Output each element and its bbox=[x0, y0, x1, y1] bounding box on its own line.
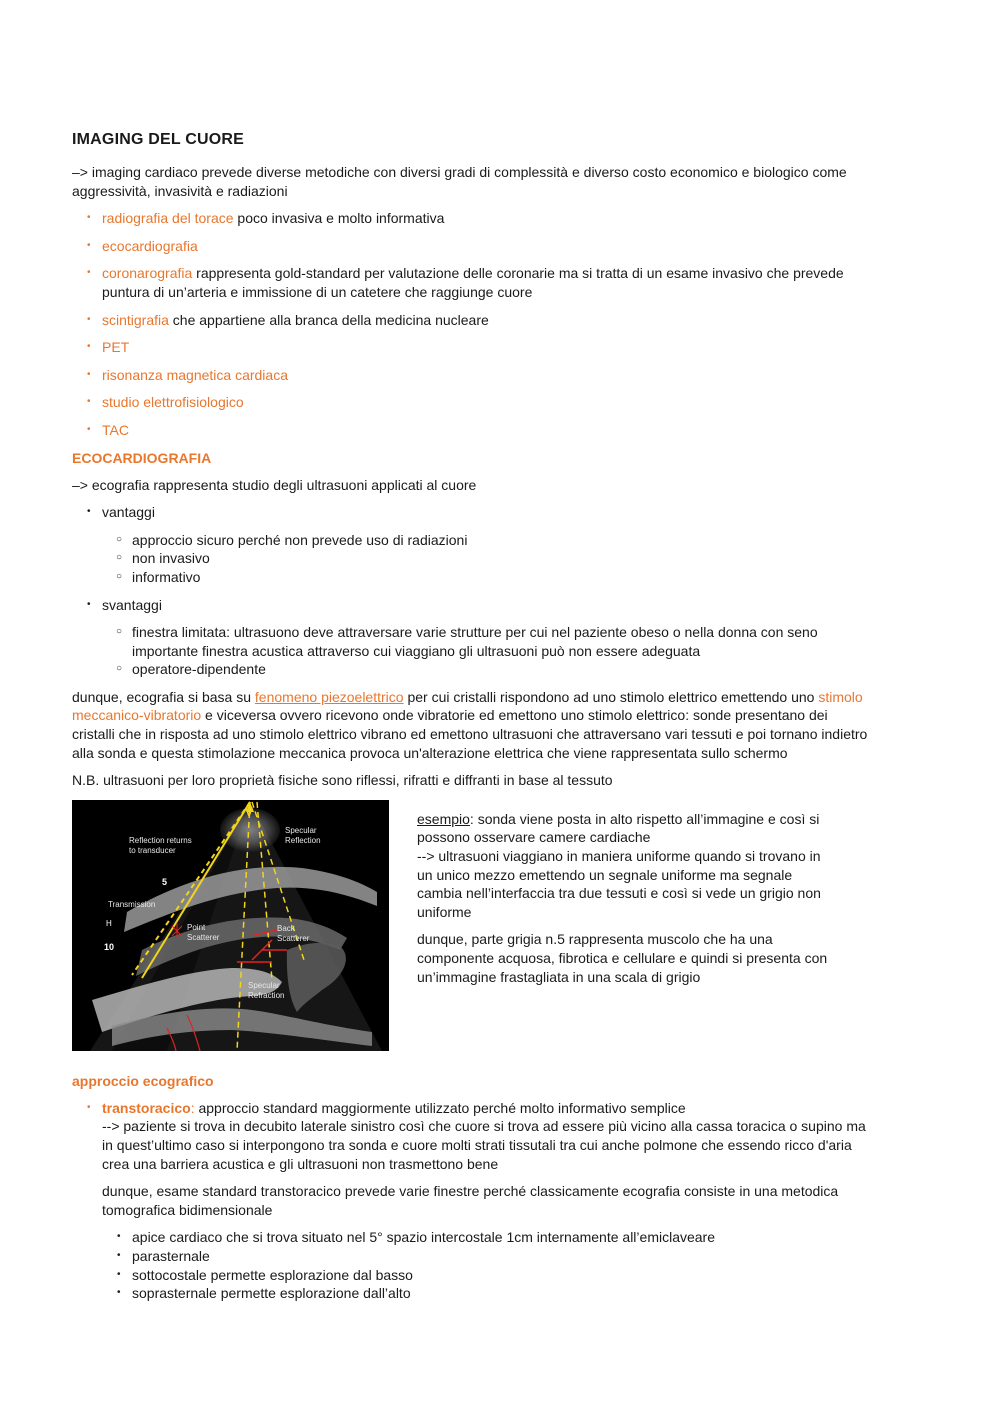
label-v: V bbox=[245, 804, 254, 819]
method-term: TAC bbox=[102, 421, 129, 438]
esempio-paragraph bbox=[417, 810, 837, 922]
approach-list bbox=[72, 1099, 872, 1303]
svantaggi-label: svantaggi bbox=[102, 596, 162, 613]
label-depth-5: 5 bbox=[162, 876, 168, 887]
pros-cons-list bbox=[72, 503, 872, 679]
method-term: ecocardiografia bbox=[102, 237, 198, 254]
page-title: IMAGING DEL CUORE bbox=[72, 131, 245, 148]
method-term: PET bbox=[102, 339, 130, 356]
methods-list bbox=[72, 209, 872, 439]
list-item bbox=[102, 1099, 872, 1303]
list-item bbox=[102, 338, 872, 357]
document-page bbox=[72, 130, 872, 1312]
method-term: coronarografia bbox=[102, 265, 193, 282]
label-specular-refraction: Refraction bbox=[248, 990, 285, 1000]
text-run: : bbox=[190, 1099, 195, 1116]
vantaggi-list bbox=[102, 531, 872, 587]
label-reflection-returns: Reflection returns bbox=[129, 835, 192, 845]
list-item bbox=[102, 503, 872, 586]
list-item bbox=[102, 393, 872, 412]
label-specular-reflection: Reflection bbox=[285, 835, 321, 845]
section-title-approccio: approccio ecografico bbox=[72, 1072, 214, 1089]
label-point-scatterer: Scatterer bbox=[187, 932, 220, 942]
label-back-scatterer: Scatterer bbox=[277, 933, 310, 943]
list-item bbox=[102, 209, 872, 228]
text-run: e viceversa ovvero ricevono onde vibratorie ed emettono uno stimolo elettrico: sonde presentano dei cristalli che in risposta ad uno stimolo elettrico vibrano ed emettono ultrasuoni che attraversano vari tessuti e poi tornano indietro alla sonda e questa stimolazione meccanica provoca un'alterazione elettrica che viene rappresentata sullo schermo bbox=[72, 707, 868, 761]
text-run: : sonda viene posta in alto rispetto all’immagine e così si possono osservare camere cardiache bbox=[417, 810, 820, 846]
text-run: per cui cristalli rispondono ad uno stimolo elettrico emettendo uno bbox=[403, 688, 819, 705]
nb-paragraph: N.B. ultrasuoni per loro proprietà fisiche sono riflessi, rifratti e diffranti in base al tessuto bbox=[72, 772, 613, 789]
label-specular-refraction: Specular bbox=[248, 980, 280, 990]
list-item: • parasternale bbox=[132, 1247, 872, 1266]
method-desc: che appartiene alla branca della medicina nucleare bbox=[168, 311, 489, 328]
text-run: --> ultrasuoni viaggiano in maniera uniforme quando si trovano in un unico mezzo emettendo un segnale uniforme ma segnale cambia nell’interfaccia tra due tessuti e così si vede un grigio non uniforme bbox=[417, 848, 821, 920]
label-transmission: Transmission bbox=[108, 899, 156, 909]
list-item bbox=[102, 366, 872, 385]
list-item bbox=[102, 264, 872, 301]
list-item: ○ non invasivo bbox=[132, 549, 872, 568]
method-desc: poco invasiva e molto informativa bbox=[233, 210, 445, 227]
stimolo-term: stimolo meccanico-vibratorio bbox=[72, 688, 863, 724]
echo-figure bbox=[72, 800, 389, 1051]
list-item: ○ approccio sicuro perché non prevede uso di radiazioni bbox=[132, 531, 872, 550]
method-desc: rappresenta gold-standard per valutazione delle coronarie ma si tratta di un esame invasivo che prevede puntura di un’arteria e immissione di un catetere che raggiunge cuore bbox=[102, 265, 844, 300]
tomografica-paragraph: dunque, esame standard transtoracico prevede varie finestre perché classicamente ecografia consiste in una metodica tomografica bidimensionale bbox=[102, 1183, 839, 1218]
figure-caption bbox=[417, 810, 837, 986]
transtoracico-paragraph bbox=[102, 1099, 872, 1173]
piezo-link[interactable]: fenomeno piezoelettrico bbox=[254, 688, 404, 705]
label-reflection-returns: to transducer bbox=[129, 845, 176, 855]
windows-list bbox=[102, 1228, 872, 1302]
label-h: H bbox=[106, 918, 112, 928]
list-item bbox=[102, 311, 872, 330]
figure-row bbox=[72, 800, 872, 1052]
list-item: • sottocostale permette esplorazione dal basso bbox=[132, 1266, 872, 1285]
list-item bbox=[102, 421, 872, 440]
text-run: --> paziente si trova in decubito laterale sinistro così che cuore si trova ad essere più vicino alla cassa toracica o supino ma in quest’ultimo caso si interpongono tra sonda e cuore molti strati tissutali tra cui anche polmone che essendo ricco d'aria crea una barriera acustica e gli ultrasuoni non trasmettono bene bbox=[102, 1118, 866, 1172]
label-depth-10: 10 bbox=[104, 941, 115, 952]
label-point-scatterer: Point bbox=[187, 922, 206, 932]
method-term: radiografia del torace bbox=[102, 210, 234, 227]
section-title-ecocardiografia: ECOCARDIOGRAFIA bbox=[72, 449, 212, 466]
method-term: scintigrafia bbox=[102, 311, 169, 328]
list-item: • apice cardiaco che si trova situato nel 5° spazio intercostale 1cm internamente all’emiclaveare bbox=[132, 1228, 872, 1247]
label-specular-reflection: Specular bbox=[285, 825, 317, 835]
text-run: approccio standard maggiormente utilizzato perché molto informativo semplice bbox=[194, 1099, 686, 1116]
list-item bbox=[102, 237, 872, 256]
esempio-label: esempio bbox=[417, 810, 470, 827]
grey-paragraph: dunque, parte grigia n.5 rappresenta muscolo che ha una componente acquosa, fibrotica e cellulare e quindi si presenta con un’immagine frastagliata in una scala di grigio bbox=[417, 931, 828, 985]
list-item: ○ operatore-dipendente bbox=[132, 660, 872, 679]
method-term: studio elettrofisiologico bbox=[102, 394, 244, 411]
svantaggi-list bbox=[102, 623, 872, 679]
list-item: ○ informativo bbox=[132, 568, 872, 587]
intro-paragraph: –> imaging cardiaco prevede diverse metodiche con diversi gradi di complessità e diverso costo economico e biologico come aggressività, invasività e radiazioni bbox=[72, 164, 847, 199]
list-item bbox=[102, 596, 872, 679]
eco-intro: –> ecografia rappresenta studio degli ultrasuoni applicati al cuore bbox=[72, 476, 477, 493]
ultrasound-image bbox=[72, 800, 389, 1051]
list-item: • soprasternale permette esplorazione dall’alto bbox=[132, 1284, 872, 1303]
list-item: ○ finestra limitata: ultrasuono deve attraversare varie strutture per cui nel paziente obeso o nella donna con seno importante finestra acustica attraverso cui viaggiano gli ultrasuoni può non essere adeguata bbox=[132, 623, 872, 660]
vantaggi-label: vantaggi bbox=[102, 504, 155, 521]
transtoracico-term: transtoracico bbox=[102, 1099, 191, 1116]
label-back-scatterer: Back bbox=[277, 923, 295, 933]
method-term: risonanza magnetica cardiaca bbox=[102, 366, 288, 383]
text-run: dunque, ecografia si basa su bbox=[72, 688, 255, 705]
piezo-paragraph bbox=[72, 688, 872, 762]
